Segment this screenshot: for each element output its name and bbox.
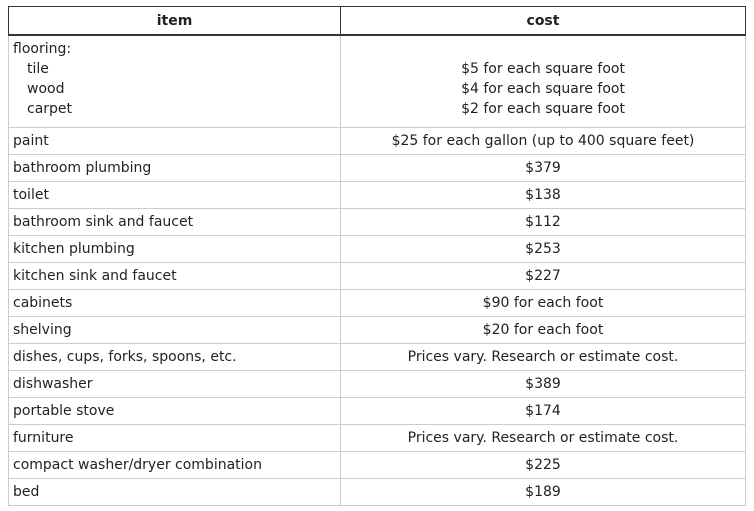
flooring-label: flooring: (13, 41, 72, 57)
table-row (9, 398, 746, 425)
header-cost: cost (341, 7, 746, 36)
flooring-option-name: carpet (27, 101, 73, 117)
flooring-option-cost: $4 for each square foot (461, 81, 625, 97)
flooring-cost-spacer (345, 39, 741, 59)
cost-table-container (8, 6, 745, 506)
item-cell: toilet (9, 182, 341, 209)
item-cell: portable stove (9, 398, 341, 425)
cost-cell: $225 (341, 452, 746, 479)
table-row (9, 344, 746, 371)
item-cell: shelving (9, 317, 341, 344)
flooring-cost-cell (341, 35, 746, 128)
cost-cell: $389 (341, 371, 746, 398)
cost-cell: $253 (341, 236, 746, 263)
item-cell: kitchen plumbing (9, 236, 341, 263)
table-row (9, 209, 746, 236)
cost-cell: $20 for each foot (341, 317, 746, 344)
cost-cell: $379 (341, 155, 746, 182)
cost-cell: $174 (341, 398, 746, 425)
item-cell: compact washer/dryer combination (9, 452, 341, 479)
table-row (9, 236, 746, 263)
cost-cell: Prices vary. Research or estimate cost. (341, 425, 746, 452)
table-row (9, 425, 746, 452)
item-cell: furniture (9, 425, 341, 452)
table-row (9, 371, 746, 398)
cost-cell: $189 (341, 479, 746, 506)
table-body (9, 35, 746, 506)
table-row-flooring (9, 35, 746, 128)
flooring-option-cost: $5 for each square foot (461, 61, 625, 77)
item-cell: kitchen sink and faucet (9, 263, 341, 290)
table-header-row (9, 7, 746, 36)
cost-cell: $138 (341, 182, 746, 209)
table-row (9, 182, 746, 209)
cost-cell: $112 (341, 209, 746, 236)
cost-cell: $90 for each foot (341, 290, 746, 317)
cost-cell: Prices vary. Research or estimate cost. (341, 344, 746, 371)
table-row (9, 290, 746, 317)
flooring-option-cost: $2 for each square foot (461, 101, 625, 117)
flooring-option-name: wood (27, 81, 65, 97)
item-cell: paint (9, 128, 341, 155)
table-row (9, 479, 746, 506)
cost-cell: $227 (341, 263, 746, 290)
item-cell: bed (9, 479, 341, 506)
flooring-item-cell (9, 35, 341, 128)
cost-table (8, 6, 746, 506)
table-row (9, 155, 746, 182)
table-row (9, 317, 746, 344)
item-cell: bathroom sink and faucet (9, 209, 341, 236)
item-cell: dishes, cups, forks, spoons, etc. (9, 344, 341, 371)
header-item: item (9, 7, 341, 36)
cost-cell: $25 for each gallon (up to 400 square feet) (341, 128, 746, 155)
table-row (9, 263, 746, 290)
item-cell: cabinets (9, 290, 341, 317)
flooring-option-name: tile (27, 61, 49, 77)
table-row (9, 128, 746, 155)
table-row (9, 452, 746, 479)
item-cell: dishwasher (9, 371, 341, 398)
item-cell: bathroom plumbing (9, 155, 341, 182)
